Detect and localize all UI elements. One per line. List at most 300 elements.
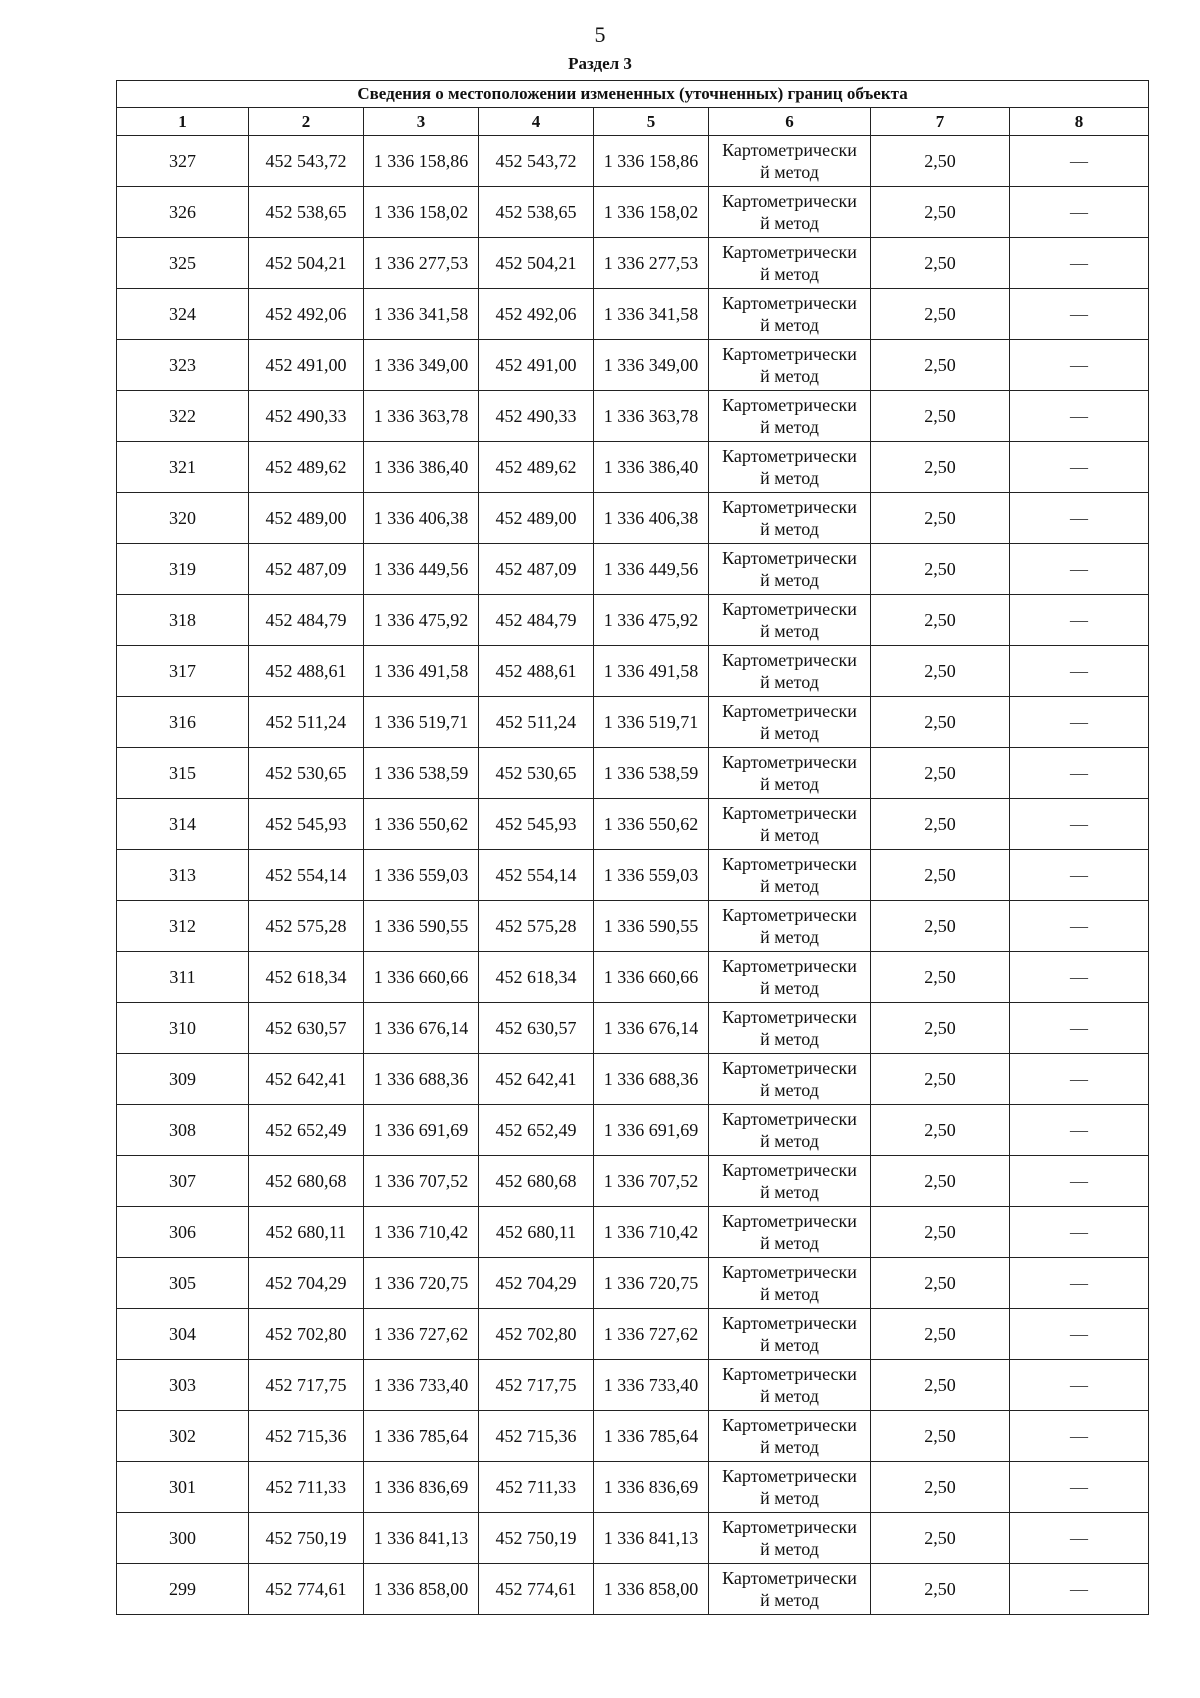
y-new-cell: 1 336 688,36	[594, 1054, 709, 1105]
x-old-cell: 452 642,41	[249, 1054, 364, 1105]
accuracy-cell: 2,50	[871, 1513, 1010, 1564]
point-cell: 321	[117, 442, 249, 493]
point-cell: 324	[117, 289, 249, 340]
table-row	[117, 697, 1149, 748]
y-old-cell: 1 336 475,92	[364, 595, 479, 646]
method-line: Картометрически	[722, 1517, 857, 1537]
method-line: й метод	[760, 978, 819, 998]
point-cell: 320	[117, 493, 249, 544]
accuracy-cell: 2,50	[871, 1462, 1010, 1513]
y-old-cell: 1 336 785,64	[364, 1411, 479, 1462]
x-old-cell: 452 490,33	[249, 391, 364, 442]
section-title: Раздел 3	[568, 54, 632, 73]
column-number: 4	[479, 108, 594, 136]
point-cell: 313	[117, 850, 249, 901]
method-cell	[709, 1156, 871, 1207]
x-new-cell: 452 711,33	[479, 1462, 594, 1513]
accuracy-cell: 2,50	[871, 1156, 1010, 1207]
y-new-cell: 1 336 785,64	[594, 1411, 709, 1462]
accuracy-cell: 2,50	[871, 1411, 1010, 1462]
note-cell: —	[1010, 1105, 1149, 1156]
column-number: 5	[594, 108, 709, 136]
point-cell: 308	[117, 1105, 249, 1156]
y-old-cell: 1 336 363,78	[364, 391, 479, 442]
point-cell: 304	[117, 1309, 249, 1360]
y-old-cell: 1 336 341,58	[364, 289, 479, 340]
method-line: Картометрически	[722, 1262, 857, 1282]
y-old-cell: 1 336 707,52	[364, 1156, 479, 1207]
y-new-cell: 1 336 386,40	[594, 442, 709, 493]
table-row	[117, 1360, 1149, 1411]
point-cell: 307	[117, 1156, 249, 1207]
method-line: й метод	[760, 519, 819, 539]
accuracy-cell: 2,50	[871, 544, 1010, 595]
accuracy-cell: 2,50	[871, 1360, 1010, 1411]
accuracy-cell: 2,50	[871, 697, 1010, 748]
x-old-cell: 452 511,24	[249, 697, 364, 748]
method-line: й метод	[760, 1437, 819, 1457]
method-line: Картометрически	[722, 752, 857, 772]
y-new-cell: 1 336 449,56	[594, 544, 709, 595]
y-new-cell: 1 336 720,75	[594, 1258, 709, 1309]
method-cell	[709, 1462, 871, 1513]
method-line: Картометрически	[722, 140, 857, 160]
table-caption: Сведения о местоположении измененных (уточненных) границ объекта	[117, 81, 1149, 108]
point-cell: 322	[117, 391, 249, 442]
note-cell: —	[1010, 1258, 1149, 1309]
table-row	[117, 1462, 1149, 1513]
column-number: 7	[871, 108, 1010, 136]
method-line: Картометрически	[722, 1109, 857, 1129]
table-row	[117, 646, 1149, 697]
x-new-cell: 452 630,57	[479, 1003, 594, 1054]
point-cell: 326	[117, 187, 249, 238]
method-cell	[709, 595, 871, 646]
note-cell: —	[1010, 850, 1149, 901]
table-row	[117, 187, 1149, 238]
method-line: й метод	[760, 1386, 819, 1406]
y-old-cell: 1 336 491,58	[364, 646, 479, 697]
x-old-cell: 452 630,57	[249, 1003, 364, 1054]
y-old-cell: 1 336 688,36	[364, 1054, 479, 1105]
y-new-cell: 1 336 519,71	[594, 697, 709, 748]
method-line: Картометрически	[722, 395, 857, 415]
accuracy-cell: 2,50	[871, 442, 1010, 493]
point-cell: 299	[117, 1564, 249, 1615]
note-cell: —	[1010, 1156, 1149, 1207]
accuracy-cell: 2,50	[871, 391, 1010, 442]
note-cell: —	[1010, 748, 1149, 799]
table-row	[117, 1309, 1149, 1360]
x-old-cell: 452 652,49	[249, 1105, 364, 1156]
x-new-cell: 452 489,00	[479, 493, 594, 544]
note-cell: —	[1010, 289, 1149, 340]
method-line: Картометрически	[722, 497, 857, 517]
accuracy-cell: 2,50	[871, 748, 1010, 799]
point-cell: 316	[117, 697, 249, 748]
y-old-cell: 1 336 841,13	[364, 1513, 479, 1564]
method-line: й метод	[760, 1539, 819, 1559]
table-row	[117, 289, 1149, 340]
table-row	[117, 952, 1149, 1003]
column-number: 2	[249, 108, 364, 136]
method-line: Картометрически	[722, 1211, 857, 1231]
table-row	[117, 391, 1149, 442]
note-cell: —	[1010, 391, 1149, 442]
table-body	[117, 136, 1149, 1615]
x-old-cell: 452 680,68	[249, 1156, 364, 1207]
y-new-cell: 1 336 707,52	[594, 1156, 709, 1207]
y-old-cell: 1 336 538,59	[364, 748, 479, 799]
y-new-cell: 1 336 727,62	[594, 1309, 709, 1360]
method-line: й метод	[760, 876, 819, 896]
method-line: й метод	[760, 1590, 819, 1610]
note-cell: —	[1010, 1054, 1149, 1105]
method-cell	[709, 289, 871, 340]
x-new-cell: 452 680,68	[479, 1156, 594, 1207]
method-line: Картометрически	[722, 1160, 857, 1180]
method-line: й метод	[760, 264, 819, 284]
method-line: й метод	[760, 1029, 819, 1049]
accuracy-cell: 2,50	[871, 289, 1010, 340]
note-cell: —	[1010, 442, 1149, 493]
method-line: й метод	[760, 1131, 819, 1151]
point-cell: 317	[117, 646, 249, 697]
table-row	[117, 748, 1149, 799]
page-number: 5	[594, 22, 606, 47]
method-line: й метод	[760, 1488, 819, 1508]
boundary-points-table	[116, 80, 1149, 1615]
y-old-cell: 1 336 550,62	[364, 799, 479, 850]
table-row	[117, 1156, 1149, 1207]
note-cell: —	[1010, 799, 1149, 850]
table-row	[117, 595, 1149, 646]
x-new-cell: 452 717,75	[479, 1360, 594, 1411]
y-new-cell: 1 336 158,86	[594, 136, 709, 187]
y-old-cell: 1 336 559,03	[364, 850, 479, 901]
table-row	[117, 1513, 1149, 1564]
method-cell	[709, 1411, 871, 1462]
x-old-cell: 452 575,28	[249, 901, 364, 952]
table-row	[117, 799, 1149, 850]
x-new-cell: 452 511,24	[479, 697, 594, 748]
x-new-cell: 452 492,06	[479, 289, 594, 340]
y-old-cell: 1 336 720,75	[364, 1258, 479, 1309]
y-new-cell: 1 336 341,58	[594, 289, 709, 340]
table-row	[117, 136, 1149, 187]
method-cell	[709, 1564, 871, 1615]
x-old-cell: 452 489,00	[249, 493, 364, 544]
note-cell: —	[1010, 187, 1149, 238]
method-line: й метод	[760, 1284, 819, 1304]
y-old-cell: 1 336 836,69	[364, 1462, 479, 1513]
x-new-cell: 452 538,65	[479, 187, 594, 238]
method-line: й метод	[760, 162, 819, 182]
accuracy-cell: 2,50	[871, 850, 1010, 901]
x-new-cell: 452 704,29	[479, 1258, 594, 1309]
method-line: Картометрически	[722, 293, 857, 313]
method-cell	[709, 850, 871, 901]
table-header	[117, 81, 1149, 136]
x-old-cell: 452 704,29	[249, 1258, 364, 1309]
accuracy-cell: 2,50	[871, 901, 1010, 952]
y-old-cell: 1 336 590,55	[364, 901, 479, 952]
method-cell	[709, 1258, 871, 1309]
table-row	[117, 238, 1149, 289]
x-new-cell: 452 487,09	[479, 544, 594, 595]
y-new-cell: 1 336 158,02	[594, 187, 709, 238]
method-cell	[709, 136, 871, 187]
x-old-cell: 452 489,62	[249, 442, 364, 493]
note-cell: —	[1010, 1462, 1149, 1513]
accuracy-cell: 2,50	[871, 1258, 1010, 1309]
note-cell: —	[1010, 1564, 1149, 1615]
table-row	[117, 1054, 1149, 1105]
x-new-cell: 452 750,19	[479, 1513, 594, 1564]
x-new-cell: 452 491,00	[479, 340, 594, 391]
method-line: й метод	[760, 366, 819, 386]
y-old-cell: 1 336 676,14	[364, 1003, 479, 1054]
point-cell: 318	[117, 595, 249, 646]
y-new-cell: 1 336 550,62	[594, 799, 709, 850]
x-old-cell: 452 750,19	[249, 1513, 364, 1564]
note-cell: —	[1010, 595, 1149, 646]
x-old-cell: 452 487,09	[249, 544, 364, 595]
x-new-cell: 452 490,33	[479, 391, 594, 442]
x-old-cell: 452 545,93	[249, 799, 364, 850]
method-line: й метод	[760, 315, 819, 335]
x-old-cell: 452 492,06	[249, 289, 364, 340]
y-old-cell: 1 336 158,86	[364, 136, 479, 187]
table-row	[117, 1105, 1149, 1156]
method-cell	[709, 442, 871, 493]
method-cell	[709, 238, 871, 289]
note-cell: —	[1010, 136, 1149, 187]
note-cell: —	[1010, 544, 1149, 595]
method-cell	[709, 1207, 871, 1258]
method-line: Картометрически	[722, 803, 857, 823]
y-old-cell: 1 336 858,00	[364, 1564, 479, 1615]
y-new-cell: 1 336 363,78	[594, 391, 709, 442]
x-new-cell: 452 680,11	[479, 1207, 594, 1258]
method-cell	[709, 799, 871, 850]
method-cell	[709, 748, 871, 799]
table-row	[117, 1207, 1149, 1258]
x-old-cell: 452 554,14	[249, 850, 364, 901]
x-new-cell: 452 652,49	[479, 1105, 594, 1156]
x-new-cell: 452 530,65	[479, 748, 594, 799]
y-new-cell: 1 336 538,59	[594, 748, 709, 799]
method-cell	[709, 493, 871, 544]
y-old-cell: 1 336 158,02	[364, 187, 479, 238]
table-row	[117, 901, 1149, 952]
y-new-cell: 1 336 660,66	[594, 952, 709, 1003]
y-old-cell: 1 336 519,71	[364, 697, 479, 748]
method-line: Картометрически	[722, 1466, 857, 1486]
x-new-cell: 452 489,62	[479, 442, 594, 493]
y-old-cell: 1 336 349,00	[364, 340, 479, 391]
point-cell: 319	[117, 544, 249, 595]
x-old-cell: 452 504,21	[249, 238, 364, 289]
method-cell	[709, 697, 871, 748]
point-cell: 305	[117, 1258, 249, 1309]
method-cell	[709, 952, 871, 1003]
x-old-cell: 452 538,65	[249, 187, 364, 238]
y-new-cell: 1 336 349,00	[594, 340, 709, 391]
y-new-cell: 1 336 733,40	[594, 1360, 709, 1411]
x-new-cell: 452 554,14	[479, 850, 594, 901]
method-line: й метод	[760, 927, 819, 947]
point-cell: 323	[117, 340, 249, 391]
method-line: Картометрически	[722, 1415, 857, 1435]
point-cell: 312	[117, 901, 249, 952]
point-cell: 310	[117, 1003, 249, 1054]
table-row	[117, 340, 1149, 391]
accuracy-cell: 2,50	[871, 187, 1010, 238]
method-line: Картометрически	[722, 905, 857, 925]
method-cell	[709, 340, 871, 391]
accuracy-cell: 2,50	[871, 1105, 1010, 1156]
method-line: й метод	[760, 672, 819, 692]
accuracy-cell: 2,50	[871, 595, 1010, 646]
note-cell: —	[1010, 697, 1149, 748]
x-old-cell: 452 702,80	[249, 1309, 364, 1360]
y-new-cell: 1 336 691,69	[594, 1105, 709, 1156]
method-line: Картометрически	[722, 956, 857, 976]
method-line: й метод	[760, 213, 819, 233]
note-cell: —	[1010, 1360, 1149, 1411]
accuracy-cell: 2,50	[871, 340, 1010, 391]
accuracy-cell: 2,50	[871, 646, 1010, 697]
table-row	[117, 1411, 1149, 1462]
x-old-cell: 452 680,11	[249, 1207, 364, 1258]
x-new-cell: 452 575,28	[479, 901, 594, 952]
y-new-cell: 1 336 475,92	[594, 595, 709, 646]
column-number: 3	[364, 108, 479, 136]
method-line: Картометрически	[722, 446, 857, 466]
note-cell: —	[1010, 952, 1149, 1003]
note-cell: —	[1010, 1411, 1149, 1462]
point-cell: 311	[117, 952, 249, 1003]
y-old-cell: 1 336 406,38	[364, 493, 479, 544]
y-new-cell: 1 336 858,00	[594, 1564, 709, 1615]
accuracy-cell: 2,50	[871, 1054, 1010, 1105]
x-old-cell: 452 530,65	[249, 748, 364, 799]
x-old-cell: 452 488,61	[249, 646, 364, 697]
y-new-cell: 1 336 559,03	[594, 850, 709, 901]
accuracy-cell: 2,50	[871, 1207, 1010, 1258]
x-new-cell: 452 715,36	[479, 1411, 594, 1462]
column-number: 1	[117, 108, 249, 136]
method-line: Картометрически	[722, 650, 857, 670]
note-cell: —	[1010, 901, 1149, 952]
method-line: Картометрически	[722, 701, 857, 721]
y-new-cell: 1 336 710,42	[594, 1207, 709, 1258]
method-cell	[709, 1360, 871, 1411]
method-line: Картометрически	[722, 548, 857, 568]
x-new-cell: 452 504,21	[479, 238, 594, 289]
method-line: Картометрически	[722, 1007, 857, 1027]
x-old-cell: 452 618,34	[249, 952, 364, 1003]
x-old-cell: 452 491,00	[249, 340, 364, 391]
table-row	[117, 1003, 1149, 1054]
note-cell: —	[1010, 646, 1149, 697]
accuracy-cell: 2,50	[871, 493, 1010, 544]
x-old-cell: 452 484,79	[249, 595, 364, 646]
y-new-cell: 1 336 491,58	[594, 646, 709, 697]
table-row	[117, 850, 1149, 901]
method-line: й метод	[760, 774, 819, 794]
table-row	[117, 442, 1149, 493]
method-line: Картометрически	[722, 344, 857, 364]
y-new-cell: 1 336 676,14	[594, 1003, 709, 1054]
table-row	[117, 544, 1149, 595]
method-line: й метод	[760, 723, 819, 743]
column-number: 6	[709, 108, 871, 136]
table-caption-row	[117, 81, 1149, 108]
x-new-cell: 452 543,72	[479, 136, 594, 187]
x-old-cell: 452 711,33	[249, 1462, 364, 1513]
y-old-cell: 1 336 660,66	[364, 952, 479, 1003]
method-line: й метод	[760, 468, 819, 488]
note-cell: —	[1010, 238, 1149, 289]
point-cell: 314	[117, 799, 249, 850]
point-cell: 302	[117, 1411, 249, 1462]
method-line: Картометрически	[722, 854, 857, 874]
note-cell: —	[1010, 1207, 1149, 1258]
method-line: Картометрически	[722, 1568, 857, 1588]
accuracy-cell: 2,50	[871, 799, 1010, 850]
point-cell: 309	[117, 1054, 249, 1105]
method-line: й метод	[760, 1233, 819, 1253]
accuracy-cell: 2,50	[871, 136, 1010, 187]
y-new-cell: 1 336 841,13	[594, 1513, 709, 1564]
method-line: й метод	[760, 621, 819, 641]
note-cell: —	[1010, 1309, 1149, 1360]
method-cell	[709, 1309, 871, 1360]
y-new-cell: 1 336 836,69	[594, 1462, 709, 1513]
x-new-cell: 452 618,34	[479, 952, 594, 1003]
x-new-cell: 452 702,80	[479, 1309, 594, 1360]
x-new-cell: 452 642,41	[479, 1054, 594, 1105]
x-new-cell: 452 484,79	[479, 595, 594, 646]
method-line: Картометрически	[722, 1058, 857, 1078]
y-old-cell: 1 336 691,69	[364, 1105, 479, 1156]
x-new-cell: 452 774,61	[479, 1564, 594, 1615]
y-old-cell: 1 336 710,42	[364, 1207, 479, 1258]
y-old-cell: 1 336 733,40	[364, 1360, 479, 1411]
method-cell	[709, 646, 871, 697]
method-line: й метод	[760, 417, 819, 437]
table-row	[117, 1258, 1149, 1309]
point-cell: 327	[117, 136, 249, 187]
method-line: Картометрически	[722, 242, 857, 262]
accuracy-cell: 2,50	[871, 238, 1010, 289]
y-new-cell: 1 336 277,53	[594, 238, 709, 289]
x-old-cell: 452 715,36	[249, 1411, 364, 1462]
method-line: й метод	[760, 1080, 819, 1100]
x-new-cell: 452 545,93	[479, 799, 594, 850]
method-cell	[709, 1513, 871, 1564]
method-line: й метод	[760, 1335, 819, 1355]
accuracy-cell: 2,50	[871, 1003, 1010, 1054]
method-cell	[709, 1105, 871, 1156]
table-row	[117, 493, 1149, 544]
point-cell: 325	[117, 238, 249, 289]
column-number-row	[117, 108, 1149, 136]
method-cell	[709, 544, 871, 595]
method-cell	[709, 901, 871, 952]
